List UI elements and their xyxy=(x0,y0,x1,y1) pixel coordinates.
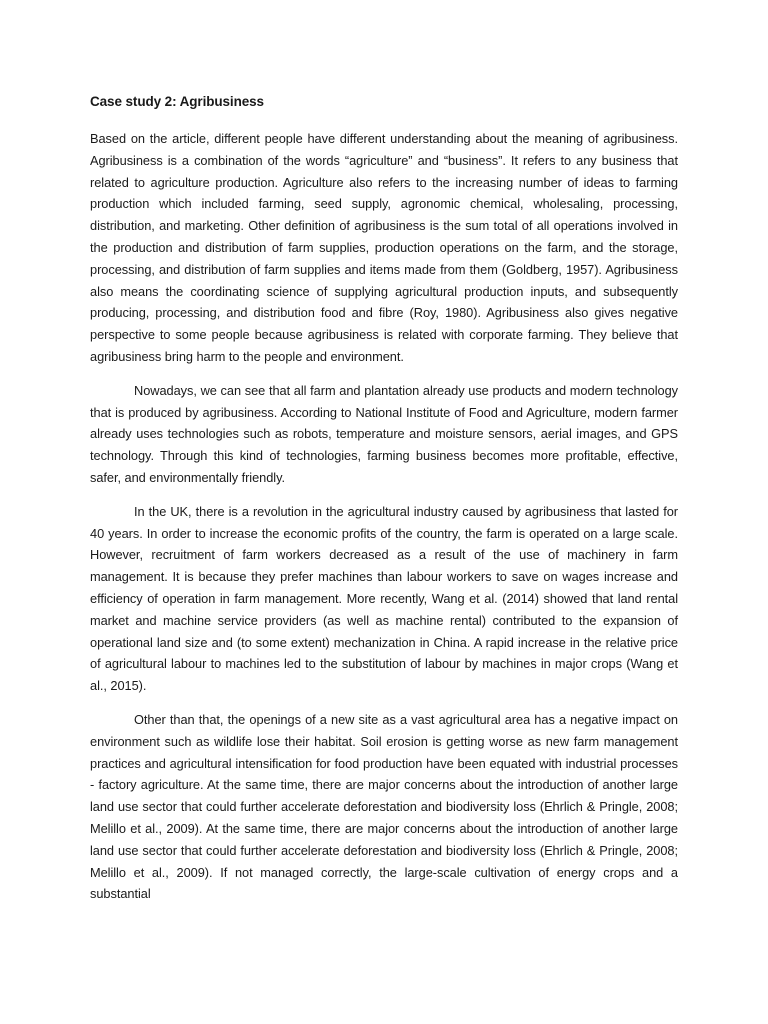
paragraph-definition: Based on the article, different people have different understanding about the meaning of agribusiness. Agribusiness is a combination of the words “agriculture” and “business”. It refers to any business that related to agriculture production. Agriculture also refers to the increasing number of ideas to farming production which included farming, seed supply, agronomic chemical, wholesaling, processing, distribution, and marketing. Other definition of agribusiness is the sum total of all operations involved in the production and distribution of farm supplies, production operations on the farm, and the storage, processing, and distribution of farm supplies and items made from them (Goldberg, 1957). Agribusiness also means the coordinating science of supplying agricultural production inputs, and subsequently producing, processing, and distribution food and fibre (Roy, 1980). Agribusiness also gives negative perspective to some people because agribusiness is related with corporate farming. They believe that agribusiness bring harm to the people and environment. xyxy=(90,131,678,364)
document-title: Case study 2: Agribusiness xyxy=(90,94,264,109)
paragraph-technology: Nowadays, we can see that all farm and plantation already use products and modern technology that is produced by agribusiness. According to National Institute of Food and Agriculture, modern farmer already uses technologies such as robots, temperature and moisture sensors, aerial images, and GPS technology. Through this kind of technologies, farming business becomes more profitable, effective, safer, and environmentally friendly. xyxy=(90,382,678,485)
paragraph-uk-revolution: In the UK, there is a revolution in the agricultural industry caused by agribusiness that lasted for 40 years. In order to increase the economic profits of the country, the farm is operated on a large scale. However, recruitment of farm workers decreased as a result of the use of machinery in farm management. It is because they prefer machines than labour workers to save on wages increase and efficiency of operation in farm management. More recently, Wang et al. (2014) showed that land rental market and machine service providers (as well as machine rental) contributed to the expansion of operational land size and (to some extent) mechanization in China. A rapid increase in the relative price of agricultural labour to machines led to the substitution of labour by machines in major crops (Wang et al., 2015). xyxy=(90,503,678,694)
paragraph-environment: Other than that, the openings of a new site as a vast agricultural area has a negative impact on environment such as wildlife lose their habitat. Soil erosion is getting worse as new farm management practices and agricultural intensification for food production have been equated with industrial processes - factory agriculture. At the same time, there are major concerns about the introduction of another large land use sector that could further accelerate deforestation and biodiversity loss (Ehrlich & Pringle, 2008; Melillo et al., 2009). At the same time, there are major concerns about the introduction of another large land use sector that could further accelerate deforestation and biodiversity loss (Ehrlich & Pringle, 2008; Melillo et al., 2009). If not managed correctly, the large-scale cultivation of energy crops and a substantial xyxy=(90,711,678,902)
document-body xyxy=(90,92,678,917)
